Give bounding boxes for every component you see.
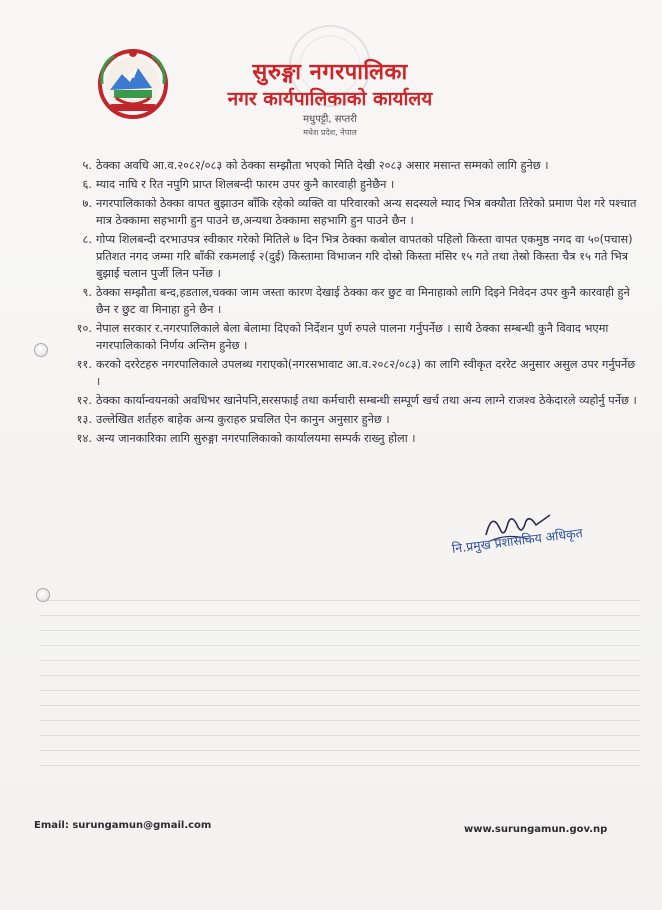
office-name: सुरुङ्गा नगरपालिका bbox=[252, 60, 408, 85]
footer-website: www.surungamun.gov.np bbox=[464, 824, 608, 835]
clause-number: ७. bbox=[82, 197, 92, 210]
clause-text: गोप्य शिलबन्दी दरभाउपत्र स्वीकार गरेको मितिले ७ दिन भित्र ठेक्का कबोल वापतको पहिलो किस्ता वापत एकमुष्ठ नगद वा ५०(पचास) प्रतिशत नगद जम्मा गरि बाँकी रकमलाई २(दुई) किस्तामा विभाजन गरि दोस्रो किस्ता मंसिर १५ गते तथा तेस्रो किस्ता चैत्र १५ गते भित्र बुझाई चलान पुर्जी लिन पर्नेछ । bbox=[96, 233, 633, 280]
punch-hole bbox=[36, 588, 50, 602]
clause-text: उल्लेखित शर्तहरु बाहेक अन्य कुराहरु प्रचलित ऐन कानुन अनुसार हुनेछ । bbox=[96, 413, 390, 426]
clause-text: ठेक्का कार्यान्वयनको अवधिभर खानेपनि,सरसफाई तथा कर्मचारी सम्बन्धी सम्पूर्ण खर्च तथा अन्य लाग्ने राजश्व ठेकेदारले व्यहोर्नु पर्नेछ । bbox=[96, 394, 637, 407]
clause-number: १२. bbox=[76, 394, 92, 407]
punch-hole bbox=[34, 343, 48, 357]
clause-text: ठेक्का अवधि आ.व.२०८२/०८३ को ठेक्का सम्झौता भएको मिति देखी २०८३ असार मसान्त सम्मको लागि हुनेछ । bbox=[96, 159, 549, 172]
clause-number: ११. bbox=[76, 358, 92, 371]
clause-text: नेपाल सरकार र.नगरपालिकाले बेला बेलामा दिएको निर्देशन पुर्ण रुपले पालना गर्नुपर्नेछ । साथै ठेक्का सम्बन्धी कुनै विवाद भएमा नगरपालिकाको निर्णय अन्तिम हुनेछ । bbox=[96, 322, 609, 352]
clause-item bbox=[60, 430, 638, 447]
clause-text: म्याद नाघि र रित नपुगि प्राप्त शिलबन्दी फारम उपर कुनै कारवाही हुनेछैन । bbox=[96, 178, 395, 191]
clause-text: करको दररेटहरु नगरपालिकाले उपलब्ध गराएको(नगरसभावाट आ.व.२०८२/०८३) का लागि स्वीकृत दररेट अनुसार असुल उपर गर्नुपर्नेछ । bbox=[96, 358, 636, 388]
clause-item bbox=[60, 320, 638, 354]
clause-item bbox=[60, 284, 638, 318]
clause-number: ९. bbox=[82, 286, 92, 299]
signatory-title: नि.प्रमुख प्रशासकिय अधिकृत bbox=[451, 525, 584, 556]
clause-item bbox=[60, 392, 638, 409]
reverse-side-show-through bbox=[40, 600, 640, 820]
clause-number: १०. bbox=[76, 322, 92, 335]
clause-item bbox=[60, 176, 638, 193]
nepal-government-emblem-icon bbox=[92, 44, 174, 122]
clause-text: अन्य जानकारिका लागि सुरुङ्गा नगरपालिकाको कार्यालयमा सम्पर्क राख्नु होला । bbox=[96, 432, 416, 445]
clause-number: १३. bbox=[76, 413, 92, 426]
footer-email: Email: surungamun@gmail.com bbox=[34, 820, 212, 831]
clause-number: ८. bbox=[82, 233, 92, 246]
address-line-2: मधेश प्रदेश, नेपाल bbox=[303, 128, 357, 137]
clause-number: ६. bbox=[82, 178, 92, 191]
clause-number: १४. bbox=[76, 432, 92, 445]
clause-number: ५. bbox=[82, 159, 92, 172]
address-line-1: मधुपट्टी, सप्तरी bbox=[303, 114, 357, 125]
clause-item bbox=[60, 411, 638, 428]
office-subtitle: नगर कार्यपालिकाको कार्यालय bbox=[227, 88, 433, 110]
clause-item bbox=[60, 356, 638, 390]
clause-item bbox=[60, 195, 638, 229]
clause-text: नगरपालिकाको ठेक्का वापत बुझाउन बाँकि रहेको व्यक्ति वा परिवारको अन्य सदस्यले म्याद भित्र बक्यौता तिरेको प्रमाण पेश गरे पश्चात मात्र ठेक्कामा सहभागी हुन पाउने छ,अन्यथा ठेक्कामा सहभागि हुन पाउने छैन । bbox=[96, 197, 637, 227]
clause-list bbox=[60, 157, 638, 449]
clause-item bbox=[60, 231, 638, 282]
clause-text: ठेक्का सम्झौता बन्द,हडताल,चक्का जाम जस्ता कारण देखाई ठेक्का कर छुट वा मिनाहाको लागि दिइने निवेदन उपर कुनै कारवाही हुने छैन र छुट वा मिनाहा हुने छैन । bbox=[96, 286, 630, 316]
clause-item bbox=[60, 157, 638, 174]
